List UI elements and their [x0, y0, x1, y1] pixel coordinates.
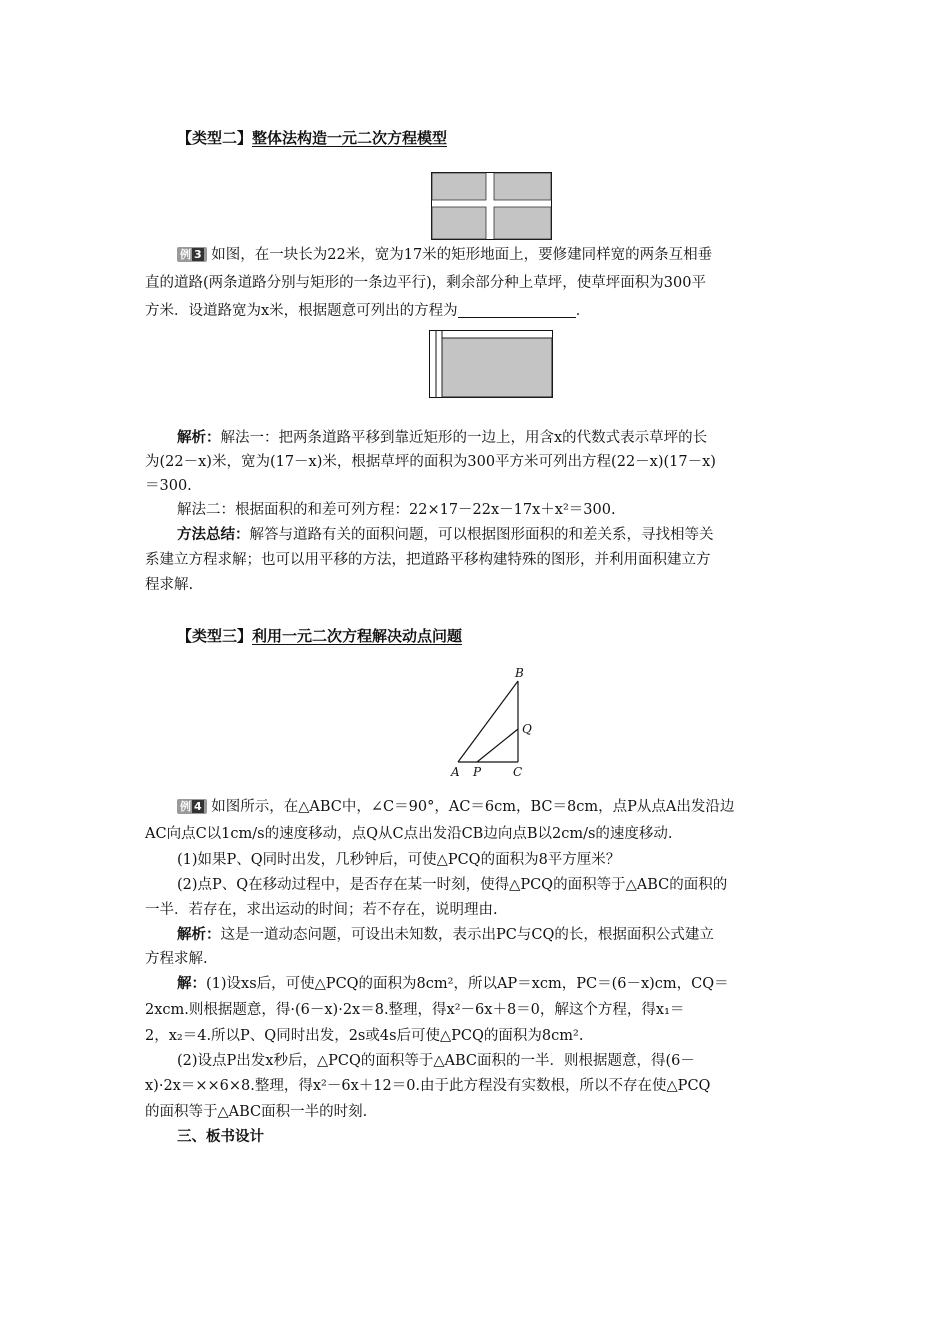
type2-title: 整体法构造一元二次方程模型 — [252, 129, 448, 147]
summary-line1: 方法总结：解答与道路有关的面积问题，可以根据图形面积的和差关系，寻找相等关 — [177, 527, 714, 543]
solution4-line2: 2xcm.则根据题意，得·(6－x)·2x＝8.整理，得x²－6x＋8＝0，解这个方程，得x₁＝ — [145, 1002, 685, 1018]
summary-line2: 系建立方程求解；也可以用平移的方法，把道路平移构建特殊的图形，并利用面积建立方 — [145, 552, 711, 568]
label-p: P — [473, 765, 482, 779]
example3-line2: 直的道路(两条道路分别与矩形的一条边平行)，剩余部分种上草坪，使草坪面积为300平 — [145, 275, 706, 291]
type3-bracket-label: 【类型三】 — [177, 627, 253, 645]
lawn-top-left — [432, 173, 486, 200]
type2-heading — [177, 127, 447, 148]
example4-question2b: 一半．若存在，求出运动的时间；若不存在，说明理由. — [145, 902, 498, 918]
figure-cross-roads — [431, 172, 552, 240]
example4-question2a: (2)点P、Q在移动过程中，是否存在某一时刻，使得△PCQ的面积等于△ABC的面积的 — [177, 877, 728, 893]
lawn-top-right — [494, 173, 551, 200]
figure-triangle — [445, 665, 545, 780]
label-a: A — [451, 765, 460, 779]
label-b: B — [515, 666, 524, 680]
solution4-line4: (2)设点P出发x秒后，△PCQ的面积等于△ABC面积的一半．则根据题意，得(6－ — [177, 1053, 695, 1069]
analysis3-line1: 解析：解法一：把两条道路平移到靠近矩形的一边上，用含x的代数式表示草坪的长 — [177, 430, 708, 446]
type3-title: 利用一元二次方程解决动点问题 — [252, 627, 463, 645]
example4-question1: (1)如果P、Q同时出发，几秒钟后，可使△PCQ的面积为8平方厘米？ — [177, 852, 621, 868]
example3-line1: 例 3 如图，在一块长为22米，宽为17米的矩形地面上，要修建同样宽的两条互相垂 — [177, 244, 712, 266]
analysis4-line1: 解析：这是一道动态问题，可设出未知数，表示出PC与CQ的长，根据面积公式建立 — [177, 927, 714, 943]
label-c: C — [513, 765, 523, 779]
answer-blank — [458, 303, 576, 318]
analysis3-line3: ＝300. — [145, 478, 192, 494]
lawn-region — [442, 338, 552, 397]
analysis4-line2: 方程求解. — [145, 951, 208, 967]
type2-bracket-label: 【类型二】 — [177, 129, 253, 147]
example3-line3: 方米．设道路宽为x米，根据题意可列出的方程为 ． — [145, 303, 591, 319]
lawn-bottom-left — [432, 207, 486, 239]
section3-title: 三、板书设计 — [177, 1129, 264, 1145]
analysis3-line4: 解法二：根据面积的和差可列方程：22×17－22x－17x＋x²＝300. — [177, 502, 616, 518]
example4-tag: 例 4 — [177, 799, 207, 814]
label-q: Q — [522, 722, 532, 736]
side-ab — [458, 681, 518, 762]
solution4-line5: x)·2x＝××6×8.整理，得x²－6x＋12＝0.由于此方程没有实数根，所以不存在使△PCQ — [145, 1078, 711, 1094]
example4-line2: AC向点C以1cm/s的速度移动，点Q从C点出发沿CB边向点B以2cm/s的速度移动. — [145, 826, 673, 842]
solution4-line6: 的面积等于△ABC面积一半的时刻. — [145, 1104, 368, 1120]
summary-line3: 程求解. — [145, 577, 194, 593]
example4-line1: 例 4 如图所示，在△ABC中，∠C＝90°，AC＝6cm，BC＝8cm，点P从点A出发沿边 — [177, 796, 734, 818]
figure-translated-roads — [429, 330, 553, 398]
solution4-line3: 2，x₂＝4.所以P、Q同时出发，2s或4s后可使△PCQ的面积为8cm². — [145, 1028, 584, 1044]
example3-tag: 例 3 — [177, 247, 207, 262]
lawn-bottom-right — [494, 207, 551, 239]
solution4-line1: 解：(1)设xs后，可使△PCQ的面积为8cm²，所以AP＝xcm，PC＝(6－x)cm，CQ＝ — [177, 976, 729, 992]
type3-heading — [177, 625, 462, 646]
analysis3-line2: 为(22－x)米，宽为(17－x)米，根据草坪的面积为300平方米可列出方程(22－x)(17－x) — [145, 454, 716, 470]
segment-pq — [477, 729, 518, 762]
